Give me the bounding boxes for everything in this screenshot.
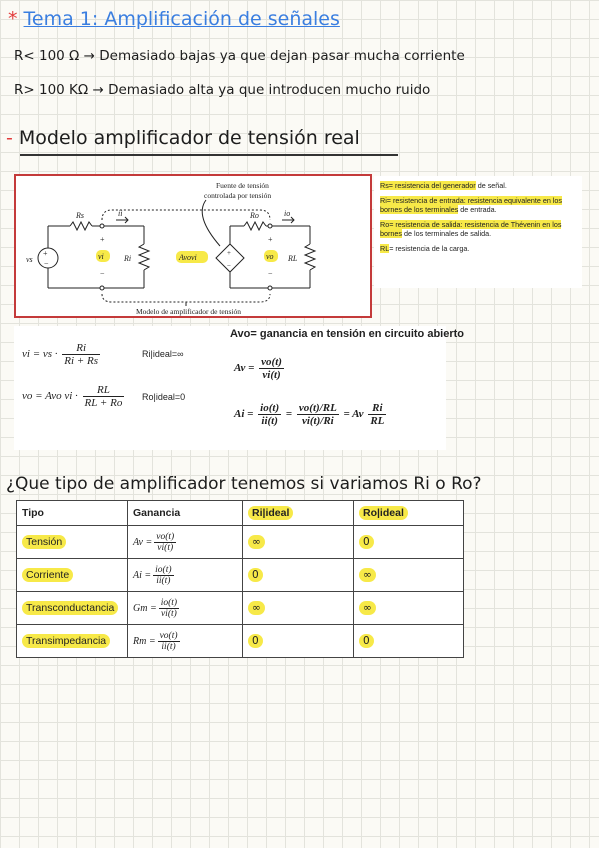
cell-tipo: Corriente [17, 559, 128, 592]
cell-ro: ∞ [354, 592, 464, 625]
vo-minus: − [268, 269, 273, 278]
table-row [17, 559, 464, 592]
label-io: io [284, 209, 291, 218]
section-title: Modelo amplificador de tensión real [18, 127, 360, 149]
label-rs: Rs [76, 211, 84, 220]
question-heading: ¿Que tipo de amplificador tenemos si variamos Ri o Ro? [6, 474, 482, 494]
label-vo: vo [266, 252, 274, 261]
section-heading [6, 127, 360, 149]
vi-equation: vi = vs · $\frac{Ri}{Ri + Rs}$ [22, 342, 98, 367]
legend-item: Ri= resistencia de entrada: resistencia equivalente en los bornes de los terminales de entrada. [380, 196, 562, 214]
equations-panel [14, 326, 465, 450]
label-rl: RL [288, 254, 298, 263]
amplifier-types-table [16, 500, 464, 658]
legend-item: RL= resistencia de la carga. [380, 244, 470, 253]
cell-tipo: Transimpedancia [17, 625, 128, 658]
vi-minus: − [100, 269, 105, 278]
cell-ri: 0 [243, 625, 354, 658]
cell-ri: ∞ [243, 592, 354, 625]
label-vi: vi [98, 252, 104, 261]
dep-plus: + [227, 249, 231, 257]
col-ro-ideal: Ro|ideal [354, 501, 464, 526]
ro-ideal: Ro|ideal=0 [142, 392, 186, 402]
dep-minus: − [227, 262, 231, 270]
table-header-row [17, 501, 464, 526]
table-row [17, 592, 464, 625]
circuit-caption: Modelo de amplificador de tensión [136, 307, 241, 316]
note-low-resistance: R< 100 Ω → Demasiado bajas ya que dejan pasar mucha corriente [14, 48, 465, 64]
cell-tipo: Transconductancia [17, 592, 128, 625]
col-tipo: Tipo [17, 501, 128, 526]
label-avo: Avovi [179, 253, 197, 262]
note-high-resistance: R> 100 KΩ → Demasiado alta ya que introducen mucho ruido [14, 82, 431, 98]
vo-equation: vo = Avo vi · $\frac{RL}{RL + Ro}$ [22, 384, 123, 409]
ai-equation: Ai = $\frac{io(t)}{ii(t)}$ = $\frac{vo(t)/RL}{vi(t)/Ri}$ = Av $\frac{Ri}{RL}$ [234, 402, 385, 427]
circuit-figure [14, 174, 372, 318]
av-equation: Av = $\frac{vo(t)}{vi(t)}$ [234, 356, 282, 381]
vo-plus: + [268, 235, 273, 244]
label-vs: vs [26, 255, 33, 264]
col-ri-ideal: Ri|ideal [243, 501, 354, 526]
ri-ideal: Ri|ideal=∞ [142, 349, 184, 359]
section-dash: - [6, 127, 13, 149]
circuit-diagram [16, 176, 370, 316]
vi-plus: + [100, 235, 105, 244]
title-text: Tema 1: Amplificación de señales [23, 8, 340, 30]
cell-ganancia: Ai = $\frac{io(t)}{ii(t)}$ [128, 559, 243, 592]
cell-tipo: Tensión [17, 526, 128, 559]
table-row [17, 625, 464, 658]
source-minus: − [44, 259, 49, 268]
cell-ro: 0 [354, 526, 464, 559]
source-plus: + [43, 249, 48, 258]
table-row [17, 526, 464, 559]
label-ro: Ro [250, 211, 259, 220]
legend-item: Rs= resistencia del generador de señal. [380, 181, 507, 190]
star-mark: * [8, 8, 18, 30]
gain-title: Avo= ganancia en tensión en circuito abierto [230, 328, 465, 340]
cell-ganancia: Gm = $\frac{io(t)}{vi(t)}$ [128, 592, 243, 625]
source-label-2: controlada por tensión [204, 191, 272, 200]
cell-ganancia: Rm = $\frac{vo(t)}{ii(t)}$ [128, 625, 243, 658]
resistance-legend [374, 176, 582, 288]
label-ri: Ri [124, 254, 132, 263]
cell-ro: 0 [354, 625, 464, 658]
cell-ganancia: Av = $\frac{vo(t)}{vi(t)}$ [128, 526, 243, 559]
cell-ro: ∞ [354, 559, 464, 592]
source-label: Fuente de tensión [216, 181, 269, 190]
page-title [8, 8, 340, 30]
col-ganancia: Ganancia [128, 501, 243, 526]
cell-ri: 0 [243, 559, 354, 592]
label-ii: ii [118, 209, 123, 218]
section-underline [20, 154, 398, 156]
cell-ri: ∞ [243, 526, 354, 559]
legend-item: Ro= resistencia de salida: resistencia de Thévenin en los bornes de los terminales de salida. [380, 220, 562, 238]
